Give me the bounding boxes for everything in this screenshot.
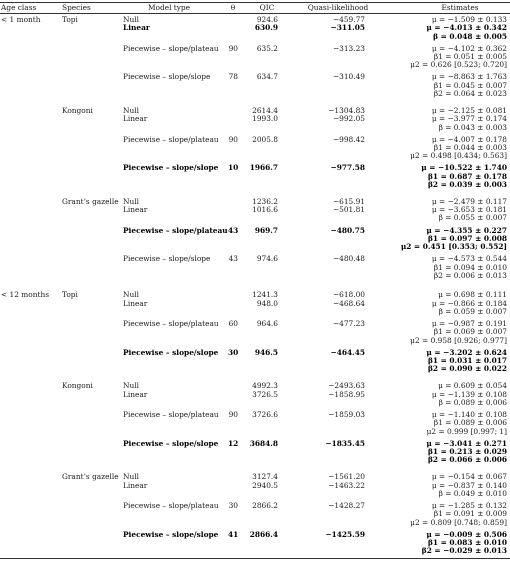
theta-cell: 30 xyxy=(228,500,238,510)
quasi-likelihood-cell: −1859.03 xyxy=(328,410,365,419)
qic-cell: 1966.7 xyxy=(249,163,278,173)
table-bottom-rule xyxy=(0,558,510,559)
qic-cell: 1236.2 xyxy=(252,196,278,206)
qic-cell: 2005.8 xyxy=(252,134,278,144)
model-type-cell: Piecewise – slope/plateau xyxy=(123,225,228,235)
estimate-line: β1 = 0.091 ± 0.009 xyxy=(433,509,507,519)
estimate-line: β1 = 0.051 ± 0.005 xyxy=(433,52,507,61)
species-label: Kongoni xyxy=(62,381,93,391)
qic-cell: 948.0 xyxy=(256,298,278,308)
quasi-likelihood-cell: −1463.22 xyxy=(328,480,365,490)
estimate-line: μ = −8.863 ± 1.763 xyxy=(431,72,507,82)
estimate-line: β2 = −0.029 ± 0.013 xyxy=(421,546,507,556)
estimate-line: β1 = 0.044 ± 0.003 xyxy=(433,142,507,152)
estimate-line: μ = −3.977 ± 0.174 xyxy=(431,114,507,124)
estimate-line: β = 0.055 ± 0.007 xyxy=(438,213,507,223)
model-type-cell: Linear xyxy=(123,23,150,33)
model-type-cell: Null xyxy=(123,15,139,24)
estimate-line: μ2 = 0.809 [0.748; 0.859] xyxy=(410,517,507,527)
header-theta: θ xyxy=(230,3,236,12)
quasi-likelihood-cell: −468.64 xyxy=(332,298,365,308)
estimate-line: β = 0.048 ± 0.005 xyxy=(433,31,507,41)
model-type-cell: Piecewise – slope/slope xyxy=(123,347,219,357)
estimate-line: μ = −0.866 ± 0.184 xyxy=(431,298,507,308)
estimate-line: μ = −4.007 ± 0.178 xyxy=(431,134,507,144)
quasi-likelihood-cell: −480.48 xyxy=(332,254,365,264)
header-species: Species xyxy=(62,3,91,12)
estimate-line: β2 = 0.064 ± 0.023 xyxy=(433,89,507,98)
model-type-cell: Null xyxy=(123,381,139,391)
model-type-cell: Linear xyxy=(123,480,148,490)
qic-cell: 969.7 xyxy=(254,225,278,235)
model-type-cell: Piecewise – slope/slope xyxy=(123,254,211,264)
qic-cell: 630.9 xyxy=(254,23,278,33)
qic-cell: 2866.2 xyxy=(252,500,278,510)
theta-cell: 30 xyxy=(228,347,239,357)
quasi-likelihood-cell: −310.49 xyxy=(332,72,365,82)
estimate-line: β1 = 0.045 ± 0.007 xyxy=(433,80,507,90)
species-label: Grant’s gazelle xyxy=(62,472,119,482)
quasi-likelihood-cell: −1304.83 xyxy=(328,105,365,115)
theta-cell: 41 xyxy=(228,529,239,539)
estimate-line: μ = −0.009 ± 0.506 xyxy=(426,529,507,539)
model-type-cell: Null xyxy=(123,290,139,300)
estimate-line: μ = 0.609 ± 0.054 xyxy=(438,381,507,391)
estimate-line: μ2 = 0.498 [0.434; 0.563] xyxy=(410,151,507,161)
quasi-likelihood-cell: −311.05 xyxy=(330,23,365,33)
quasi-likelihood-cell: −615.91 xyxy=(332,196,365,206)
species-label: Topi xyxy=(62,290,78,300)
estimate-line: β = 0.043 ± 0.003 xyxy=(438,122,507,132)
quasi-likelihood-cell: −459.77 xyxy=(332,15,365,24)
theta-cell: 90 xyxy=(228,134,238,144)
qic-cell: 1993.0 xyxy=(252,114,278,124)
theta-cell: 12 xyxy=(228,438,239,448)
qic-cell: 3726.6 xyxy=(252,410,278,419)
estimate-line: μ = −3.653 ± 0.181 xyxy=(431,205,507,215)
qic-cell: 634.7 xyxy=(256,72,278,82)
header-quasi-likelihood: Quasi-likelihood xyxy=(307,3,369,12)
header-rule xyxy=(0,13,510,14)
estimate-line: μ = −4.573 ± 0.544 xyxy=(431,254,507,264)
estimate-line: μ = −0.987 ± 0.191 xyxy=(431,319,507,329)
estimate-line: μ = −4.102 ± 0.362 xyxy=(431,43,507,53)
age-class-label: < 1 month xyxy=(1,15,41,24)
model-type-cell: Null xyxy=(123,105,139,115)
model-type-cell: Piecewise – slope/plateau xyxy=(123,500,219,510)
model-type-cell: Null xyxy=(123,196,139,206)
quasi-likelihood-cell: −464.45 xyxy=(330,347,365,357)
qic-cell: 635.2 xyxy=(256,43,278,53)
estimate-line: β1 = 0.089 ± 0.006 xyxy=(433,418,507,428)
qic-cell: 3726.5 xyxy=(252,389,278,399)
estimate-line: β1 = 0.687 ± 0.178 xyxy=(427,171,507,181)
qic-cell: 2940.5 xyxy=(252,480,278,490)
estimate-line: μ2 = 0.626 [0.523; 0.720] xyxy=(410,60,507,70)
theta-cell: 60 xyxy=(228,319,238,329)
estimate-line: μ = −3.041 ± 0.271 xyxy=(426,438,507,448)
estimate-line: μ = −4.013 ± 0.342 xyxy=(426,23,507,33)
estimate-line: β2 = 0.006 ± 0.013 xyxy=(433,270,507,280)
model-type-cell: Null xyxy=(123,472,139,482)
quasi-likelihood-cell: −977.58 xyxy=(330,163,365,173)
model-type-cell: Piecewise – slope/plateau xyxy=(123,134,219,144)
qic-cell: 924.6 xyxy=(256,15,278,24)
estimate-line: β1 = 0.083 ± 0.010 xyxy=(427,537,507,547)
header-qic: QIC xyxy=(259,3,275,12)
species-label: Grant’s gazelle xyxy=(62,196,119,206)
qic-cell: 974.6 xyxy=(256,254,278,264)
theta-cell: 43 xyxy=(228,225,239,235)
estimate-line: μ = 0.698 ± 0.111 xyxy=(438,290,507,300)
estimate-line: β1 = 0.069 ± 0.007 xyxy=(433,327,507,337)
quasi-likelihood-cell: −992.05 xyxy=(332,114,365,124)
qic-cell: 964.6 xyxy=(256,319,278,329)
quasi-likelihood-cell: −2493.63 xyxy=(328,381,365,391)
qic-cell: 2866.4 xyxy=(249,529,278,539)
theta-cell: 90 xyxy=(228,43,238,53)
quasi-likelihood-cell: −1425.59 xyxy=(325,529,365,539)
model-type-cell: Linear xyxy=(123,205,148,215)
model-type-cell: Piecewise – slope/plateau xyxy=(123,43,219,53)
qic-cell: 2614.4 xyxy=(252,105,278,115)
model-type-cell: Piecewise – slope/plateau xyxy=(123,319,219,329)
quasi-likelihood-cell: −618.00 xyxy=(332,290,365,300)
theta-cell: 90 xyxy=(228,410,238,419)
model-type-cell: Linear xyxy=(123,298,148,308)
estimate-line: β = 0.049 ± 0.010 xyxy=(438,488,507,498)
estimate-line: μ2 = 0.999 [0.997; 1] xyxy=(426,426,507,436)
estimate-line: μ = −0.154 ± 0.067 xyxy=(431,472,507,482)
quasi-likelihood-cell: −1835.45 xyxy=(325,438,365,448)
species-label: Kongoni xyxy=(62,105,93,115)
quasi-likelihood-cell: −1561.20 xyxy=(328,472,365,482)
age-class-label: < 12 months xyxy=(1,290,50,300)
estimate-line: μ = −3.202 ± 0.624 xyxy=(426,347,507,357)
species-label: Topi xyxy=(62,15,78,24)
model-type-cell: Piecewise – slope/plateau xyxy=(123,410,219,419)
header-age-class: Age class xyxy=(1,3,37,12)
qic-cell: 3127.4 xyxy=(252,472,278,482)
model-type-cell: Piecewise – slope/slope xyxy=(123,163,219,173)
quasi-likelihood-cell: −480.75 xyxy=(330,225,365,235)
estimate-line: μ = −2.479 ± 0.117 xyxy=(431,196,507,206)
estimate-line: μ2 = 0.451 [0.353; 0.552] xyxy=(400,242,507,252)
model-type-cell: Piecewise – slope/slope xyxy=(123,72,211,82)
estimate-line: μ = −1.140 ± 0.108 xyxy=(431,410,507,419)
quasi-likelihood-cell: −501.81 xyxy=(332,205,365,215)
qic-cell: 1016.6 xyxy=(252,205,278,215)
estimate-line: β1 = 0.213 ± 0.029 xyxy=(427,447,507,456)
theta-cell: 10 xyxy=(228,163,239,173)
quasi-likelihood-cell: −313.23 xyxy=(332,43,365,53)
estimate-line: β1 = 0.031 ± 0.017 xyxy=(427,356,507,366)
qic-cell: 4992.3 xyxy=(252,381,278,391)
estimate-line: β = 0.059 ± 0.007 xyxy=(438,307,507,316)
estimate-line: β1 = 0.097 ± 0.008 xyxy=(427,233,507,243)
estimate-line: μ = −1.509 ± 0.133 xyxy=(431,15,507,24)
theta-cell: 43 xyxy=(228,254,238,264)
qic-cell: 1241.3 xyxy=(252,290,278,300)
model-type-cell: Linear xyxy=(123,114,148,124)
estimate-line: μ = −0.837 ± 0.140 xyxy=(431,480,507,490)
header-model-type: Model type xyxy=(147,3,191,12)
quasi-likelihood-cell: −477.23 xyxy=(332,319,365,329)
model-type-cell: Piecewise – slope/slope xyxy=(123,438,219,448)
estimate-line: μ = −10.522 ± 1.740 xyxy=(421,163,507,173)
estimate-line: β2 = 0.090 ± 0.022 xyxy=(427,364,507,374)
estimate-line: μ2 = 0.958 [0.926; 0.977] xyxy=(410,335,507,345)
model-type-cell: Linear xyxy=(123,389,148,399)
quasi-likelihood-cell: −1858.95 xyxy=(328,389,365,399)
estimate-line: μ = −1.139 ± 0.108 xyxy=(431,389,507,399)
estimate-line: β2 = 0.039 ± 0.003 xyxy=(427,179,507,189)
estimate-line: μ = −2.125 ± 0.081 xyxy=(431,105,507,115)
model-type-cell: Piecewise – slope/slope xyxy=(123,529,219,539)
quasi-likelihood-cell: −998.42 xyxy=(332,134,365,144)
estimate-line: β = 0.089 ± 0.006 xyxy=(438,397,507,407)
estimate-line: β2 = 0.066 ± 0.006 xyxy=(427,455,507,465)
estimate-line: μ = −1.285 ± 0.132 xyxy=(431,500,507,510)
estimate-line: μ = −4.355 ± 0.227 xyxy=(426,225,507,235)
header-estimates: Estimates xyxy=(441,3,479,12)
qic-cell: 946.5 xyxy=(254,347,278,357)
quasi-likelihood-cell: −1428.27 xyxy=(328,500,365,510)
theta-cell: 78 xyxy=(228,72,238,82)
estimate-line: β1 = 0.094 ± 0.010 xyxy=(433,262,507,272)
qic-cell: 3684.8 xyxy=(249,438,278,448)
